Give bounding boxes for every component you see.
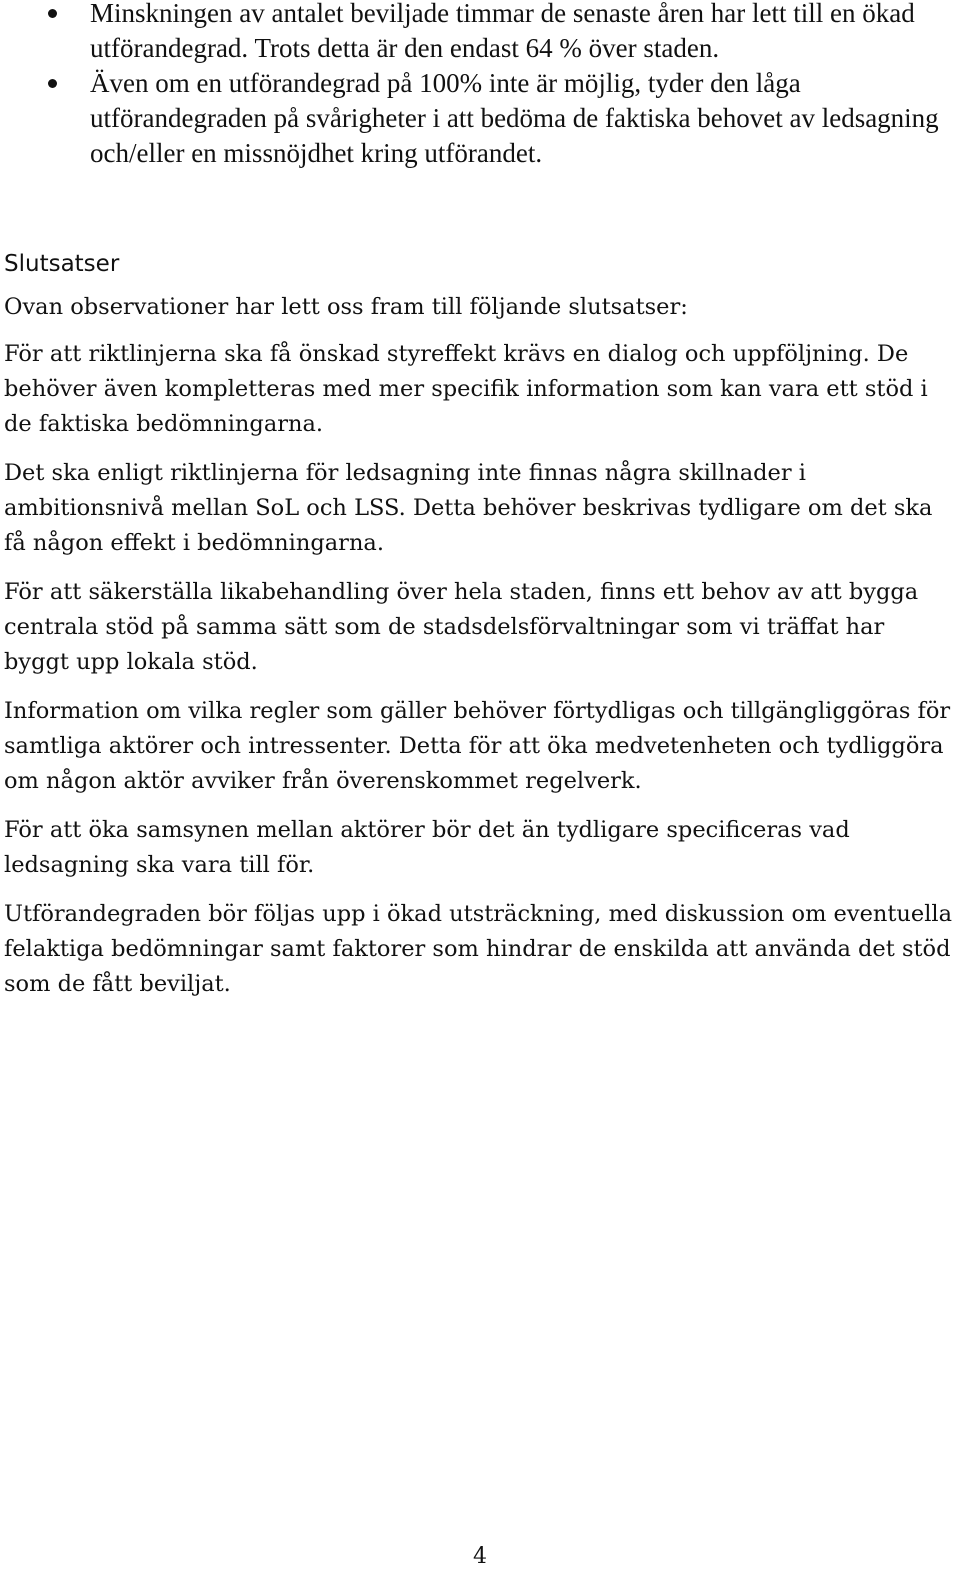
- bullet-text: Även om en utförandegrad på 100% inte är möjlig, tyder den låga utförandegraden på svårigheter i att bedöma de faktiska behovet av ledsagning och/eller en missnöjdhet kring utförandet.: [90, 68, 939, 168]
- conclusion-paragraph: Utförandegraden bör följas upp i ökad utsträckning, med diskussion om eventuella felaktiga bedömningar samt faktorer som hindrar de enskilda att använda det stöd som de fått beviljat.: [4, 901, 953, 997]
- bullet-item: [0, 66, 960, 171]
- conclusion-paragraph: För att riktlinjerna ska få önskad styreffekt krävs en dialog och uppföljning. De behöver även kompletteras med mer specifik information som kan vara ett stöd i de faktiska bedömningarna.: [4, 341, 928, 437]
- section-body: [4, 290, 954, 1016]
- conclusion-paragraph: Det ska enligt riktlinjerna för ledsagning inte finnas några skillnader i ambitionsnivå mellan SoL och LSS. Detta behöver beskrivas tydligare om det ska få någon effekt i bedömningarna.: [4, 460, 933, 556]
- conclusion-paragraph: För att säkerställa likabehandling över hela staden, finns ett behov av att bygga centrala stöd på samma sätt som de stadsdelsförvaltningar som vi träffat har byggt upp lokala stöd.: [4, 579, 919, 675]
- page-number: 4: [473, 1544, 487, 1569]
- bullet-text: Minskningen av antalet beviljade timmar de senaste åren har lett till en ökad utförandegrad. Trots detta är den endast 64 % över staden.: [90, 0, 915, 63]
- bullet-list: [0, 0, 960, 171]
- bullet-item: [0, 0, 960, 66]
- conclusion-paragraph: Information om vilka regler som gäller behöver förtydligas och tillgängliggöras för samtliga aktörer och intressenter. Detta för att öka medvetenheten och tydliggöra om någon aktör avviker från överenskommet regelverk.: [4, 698, 951, 794]
- bullet-icon: [48, 9, 57, 18]
- conclusion-paragraph: För att öka samsynen mellan aktörer bör det än tydligare specificeras vad ledsagning ska vara till för.: [4, 817, 850, 878]
- section-heading: Slutsatser: [4, 251, 120, 277]
- bullet-icon: [48, 79, 57, 88]
- section-intro: Ovan observationer har lett oss fram till följande slutsatser:: [4, 294, 688, 320]
